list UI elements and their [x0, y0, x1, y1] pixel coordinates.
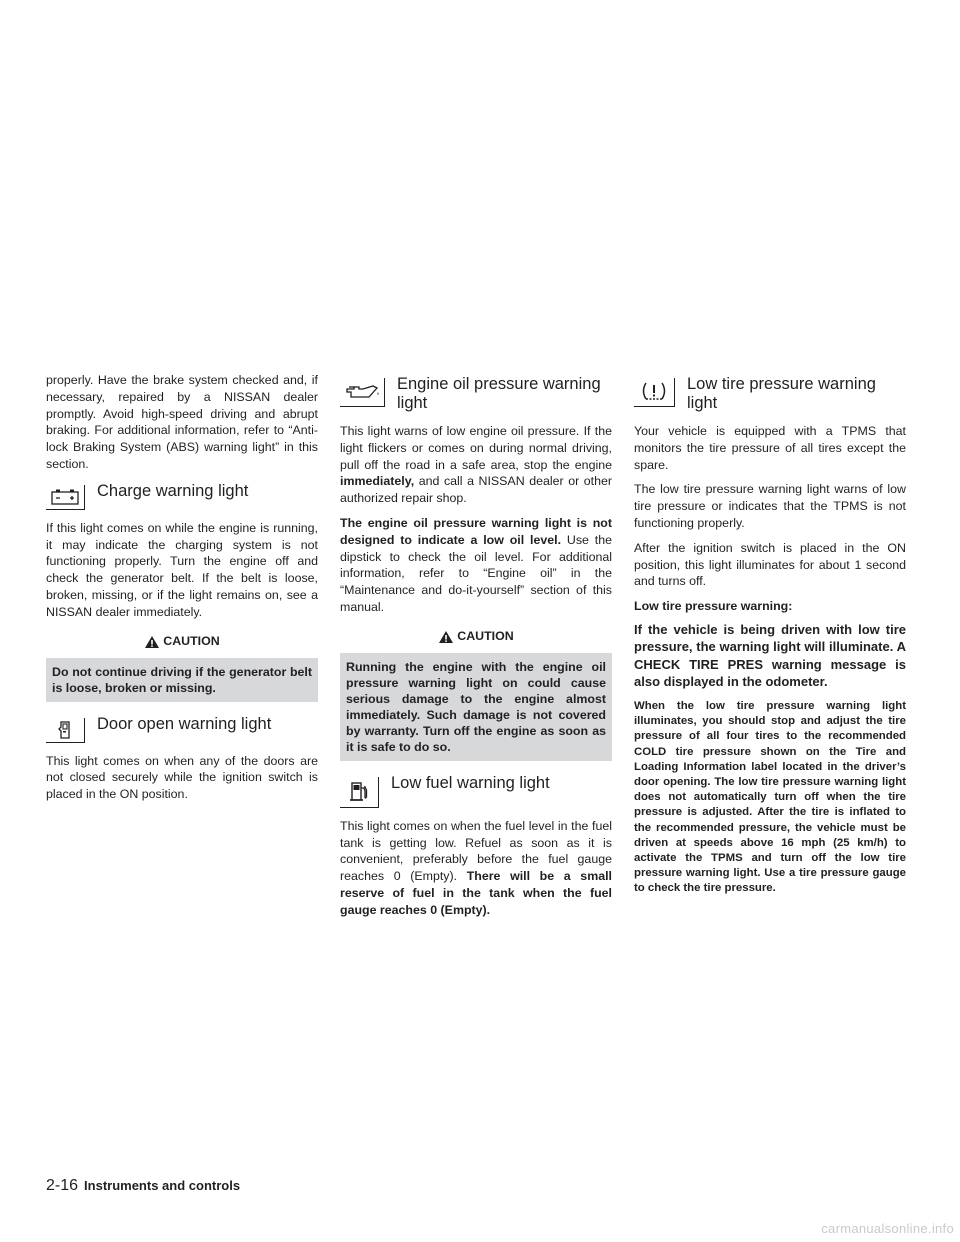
- page-footer: [46, 1177, 240, 1195]
- oil-text-1: This light warns of low engine oil pressure. If the light flickers or comes on during normal driving, pull off the road in a safe area, stop the engine: [340, 424, 612, 472]
- oil-text-1-bold: immediately,: [340, 474, 415, 489]
- section-name: Instruments and controls: [84, 1178, 241, 1193]
- tire-warning-detail: When the low tire pressure warning light illuminates, you should stop and adjust the tire pressure of all four tires to the recommended COLD tire pressure shown on the Tire and Loading Information label located in the driver’s door opening. The low tire pressure warning light does not automatically turn off when the tire pressure is adjusted. After the tire is inflated to the recommended pressure, the vehicle must be driven at speeds above 16 mph (25 km/h) to activate the TPMS and turn off the low tire pressure warning light. Use a tire pressure gauge to check the tire pressure.: [634, 699, 906, 895]
- watermark: carmanualsonline.info: [821, 1221, 954, 1236]
- tire-warning-title: Low tire pressure warning light: [687, 375, 876, 412]
- caution-box-oil: [340, 626, 612, 761]
- oil-warning-title: Engine oil pressure warning light: [397, 375, 601, 412]
- door-warning-heading: [46, 714, 318, 743]
- tire-text-2: The low tire pressure warning light warns of low tire pressure or indicates that the TPMS is not functioning properly.: [634, 482, 906, 530]
- battery-icon: [46, 485, 85, 510]
- tire-warning-heading: [634, 374, 906, 413]
- page-number: 2-16: [46, 1177, 79, 1194]
- column-middle: [340, 372, 612, 927]
- caution-title: [340, 626, 612, 653]
- charge-warning-title: Charge warning light: [97, 481, 249, 500]
- column-right: [634, 372, 906, 905]
- caution-text: Do not continue driving if the generator belt is loose, broken or missing.: [52, 664, 312, 695]
- oil-warning-text-1: [340, 423, 612, 507]
- fuel-warning-title: Low fuel warning light: [391, 773, 550, 792]
- caution-box-generator: [46, 631, 318, 702]
- warning-triangle-icon: [144, 635, 160, 649]
- warning-triangle-icon: [438, 630, 454, 644]
- caution-text: Running the engine with the engine oil pressure warning light on could cause serious damage to the engine almost immediately. Such damage is not covered by warranty. Turn off the engine as soon as it is safe to do so.: [346, 659, 606, 754]
- caution-label: CAUTION: [163, 634, 220, 649]
- fuel-warning-text: [340, 818, 612, 919]
- door-warning-title: Door open warning light: [97, 714, 272, 733]
- tire-pressure-icon: [634, 378, 675, 407]
- oil-warning-heading: [340, 374, 612, 413]
- column-left: [46, 372, 318, 811]
- charge-warning-heading: [46, 481, 318, 510]
- tire-text-1: Your vehicle is equipped with a TPMS that monitors the tire pressure of all tires except the spare.: [634, 424, 906, 472]
- tire-warning-label: Low tire pressure warning:: [634, 599, 793, 614]
- door-warning-text: This light comes on when any of the doors are not closed securely while the ignition switch is placed in the ON position.: [46, 753, 318, 802]
- caution-label: CAUTION: [457, 629, 514, 644]
- tire-warning-text: If the vehicle is being driven with low tire pressure, the warning light will illuminate. A CHECK TIRE PRES warning message is also displayed in the odometer.: [634, 621, 906, 690]
- fuel-warning-heading: [340, 773, 612, 808]
- oil-text-1-end: and call a NISSAN dealer or other authorized repair shop.: [340, 474, 612, 506]
- oil-can-icon: [340, 378, 385, 407]
- charge-warning-text: If this light comes on while the engine is running, it may indicate the charging system is not functioning properly. Turn the engine off and check the generator belt. If the belt is loose, broken, missing, or if the light remains on, see a NISSAN dealer immediately.: [46, 520, 318, 619]
- oil-text-2-bold: The engine oil pressure warning light is not designed to indicate a low oil level.: [340, 515, 612, 547]
- fuel-pump-icon: [340, 777, 379, 808]
- fuel-text: This light comes on when the fuel level in the fuel tank is getting low. Refuel as soon as it is convenient, preferably before the fuel gauge reaches 0 (Empty).: [340, 818, 612, 884]
- intro-paragraph: properly. Have the brake system checked and, if necessary, repaired by a NISSAN dealer promptly. Avoid high-speed driving and abrupt braking. For additional information, refer to “Anti-lock Braking System (ABS) warning light” in this section.: [46, 373, 318, 471]
- tire-text-3: After the ignition switch is placed in the ON position, this light illuminates for about 1 second and turns off.: [634, 540, 906, 589]
- oil-text-2: Use the dipstick to check the oil level. For additional information, refer to “Engine oil” in the “Maintenance and do-it-yourself” section of this manual.: [340, 532, 613, 614]
- fuel-text-bold: There will be a small reserve of fuel in the tank when the fuel gauge reaches 0 (Empty).: [340, 869, 612, 917]
- oil-warning-text-2: [340, 515, 612, 616]
- caution-title: [46, 631, 318, 658]
- door-open-icon: [46, 718, 85, 743]
